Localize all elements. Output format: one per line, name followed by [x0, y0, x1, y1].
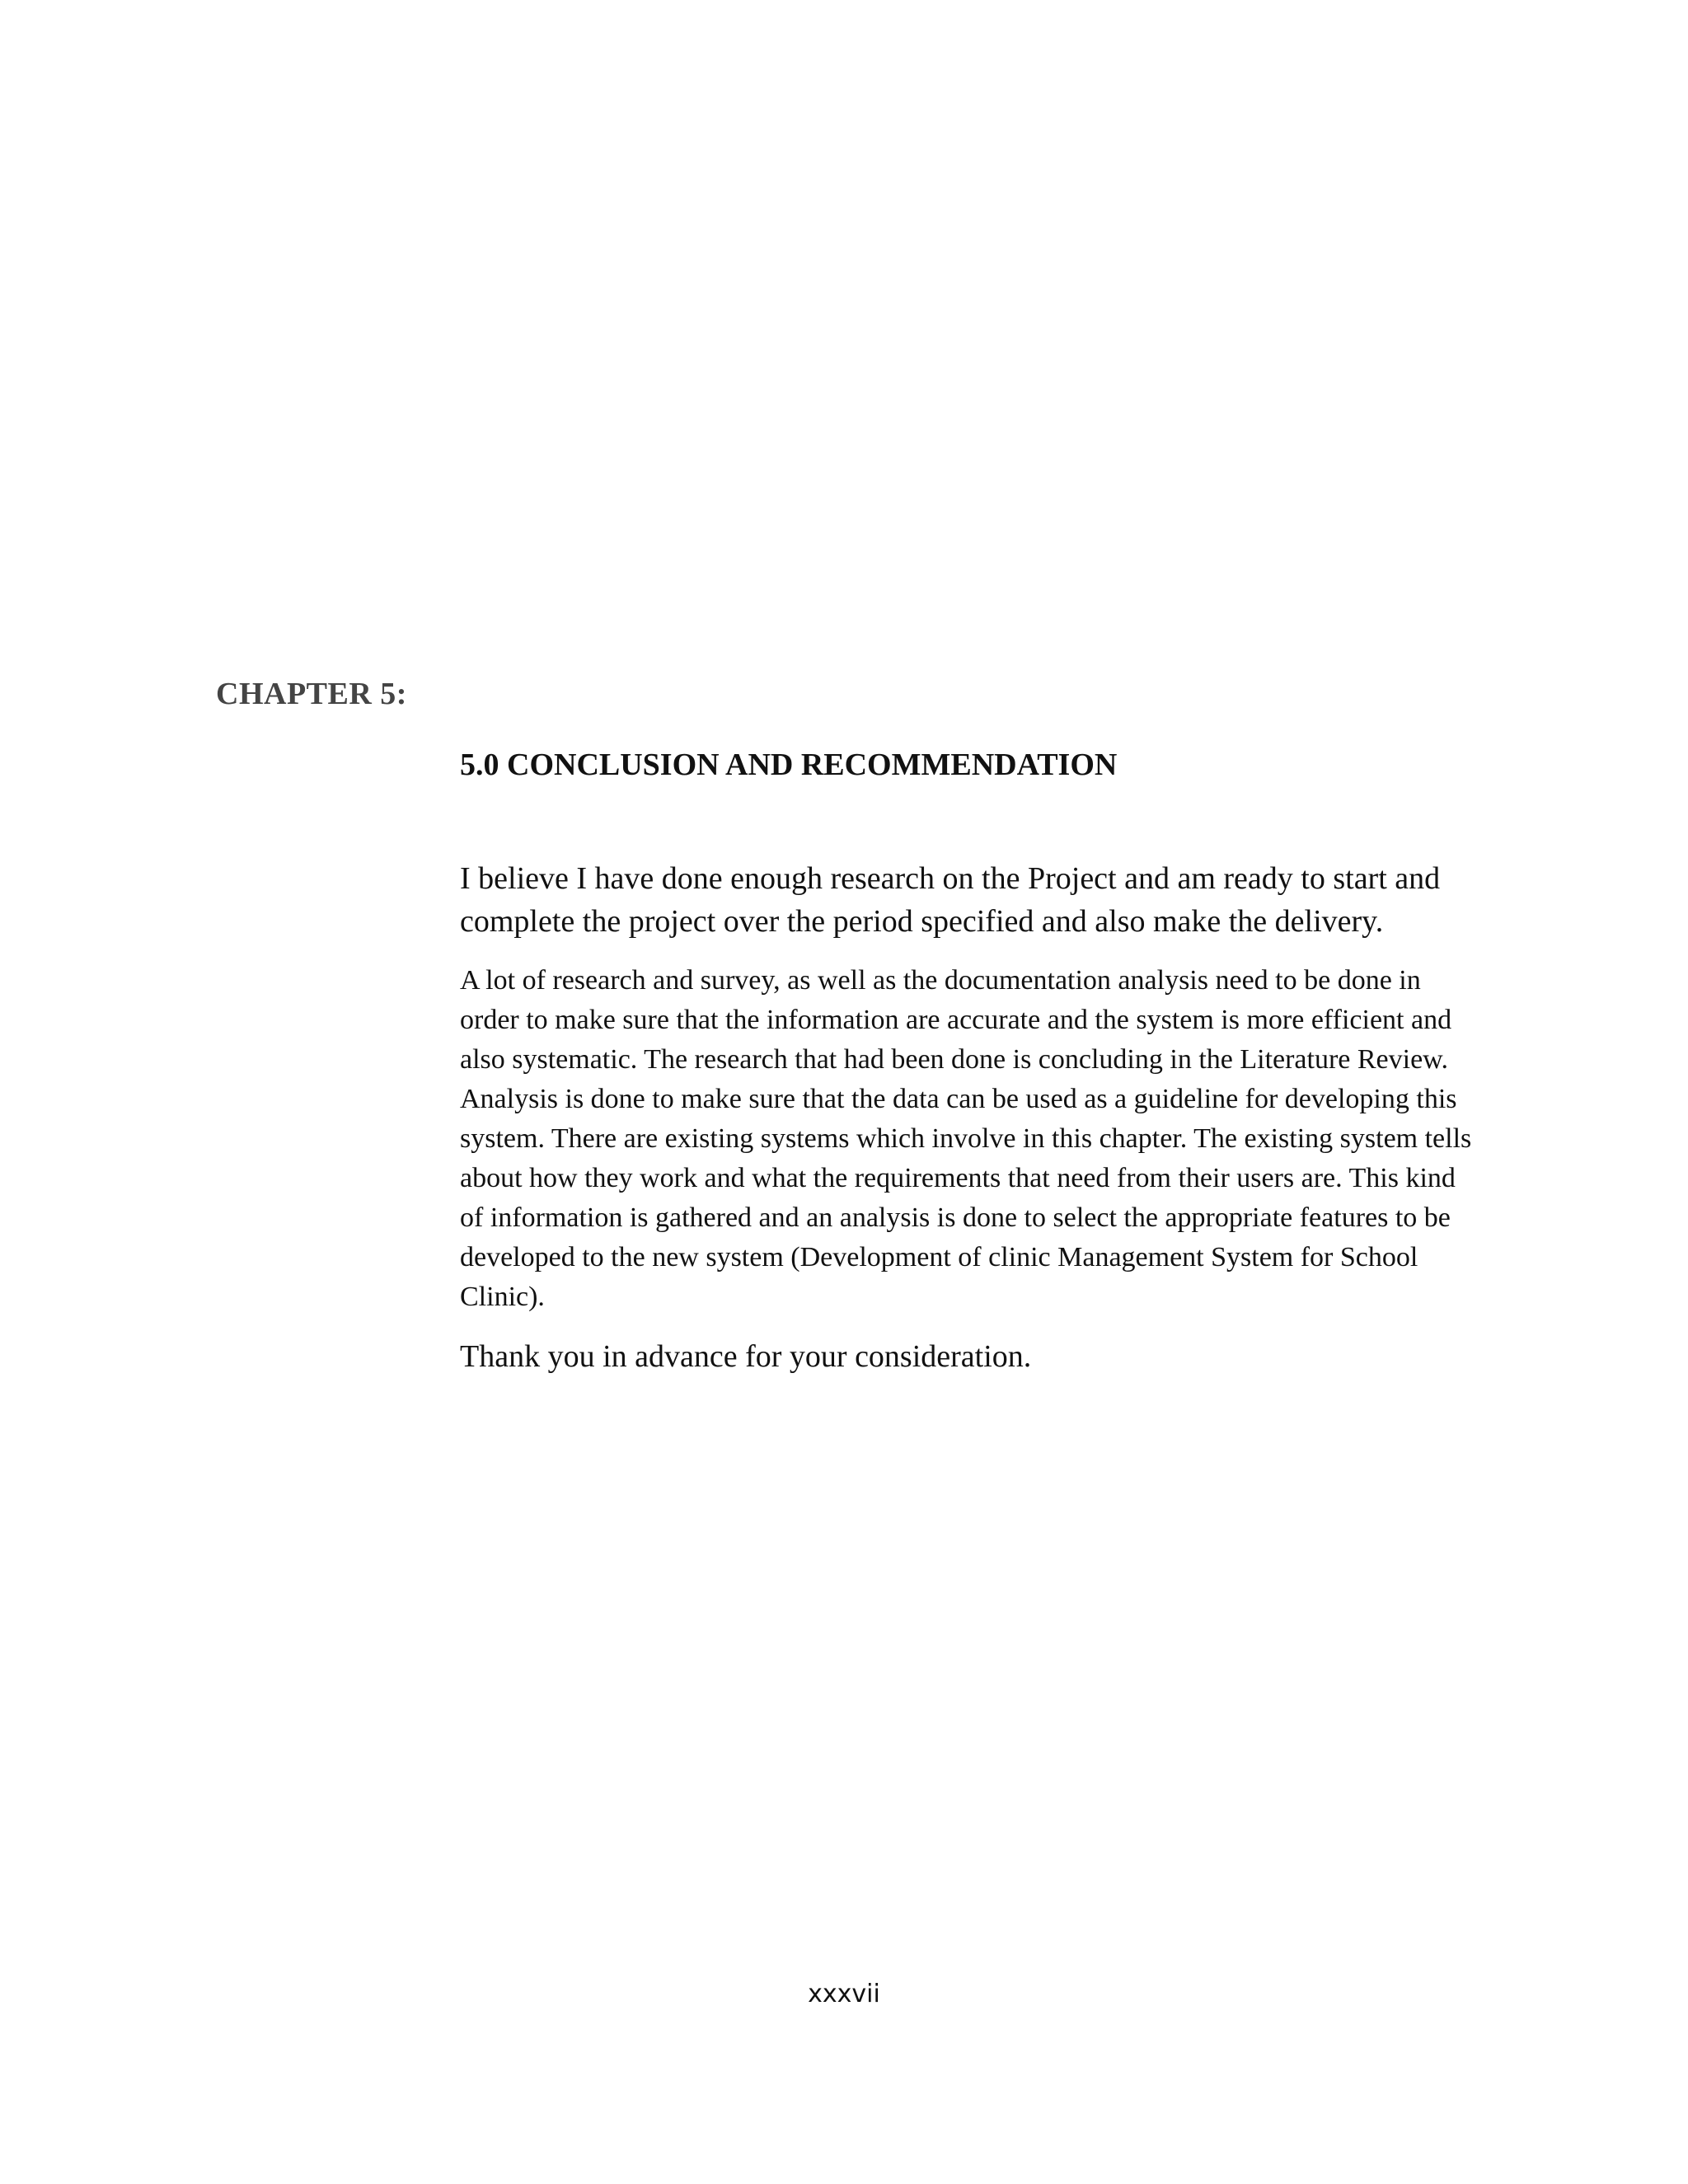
body-content — [460, 857, 1474, 1396]
analysis-paragraph: A lot of research and survey, as well as the documentation analysis need to be done in order to make sure that the information are accurate and the system is more efficient and also systematic. The research that had been done is concluding in the Literature Review. Analysis is done to make sure that the data can be used as a guideline for developing this system. There are existing systems which involve in this chapter. The existing system tells about how they work and what the requirements that need from their users are. This kind of information is gathered and an analysis is done to select the appropriate features to be developed to the new system (Development of clinic Management System for School Clinic). — [460, 965, 1472, 1312]
section-title: 5.0 CONCLUSION AND RECOMMENDATION — [460, 748, 1118, 782]
page-number: xxxvii — [808, 1980, 880, 2008]
intro-paragraph: I believe I have done enough research on the Project and am ready to start and complete the project over the period specified and also make the delivery. — [460, 861, 1441, 939]
closing-paragraph: Thank you in advance for your consideration. — [460, 1339, 1032, 1374]
chapter-label: CHAPTER 5: — [216, 677, 407, 711]
